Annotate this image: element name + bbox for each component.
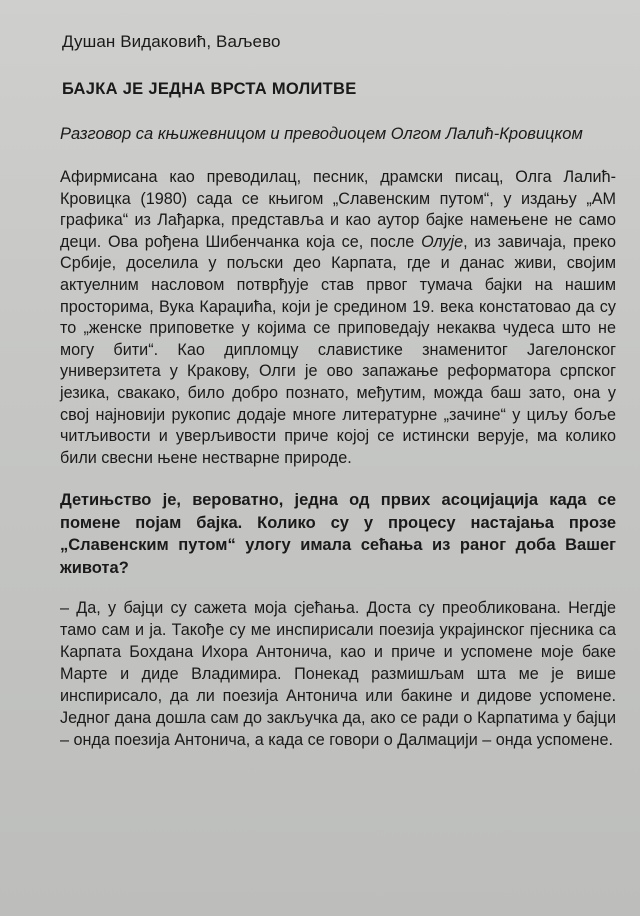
intro-paragraph xyxy=(60,167,616,469)
intro-italic-word: Олује xyxy=(421,232,464,251)
interview-answer: – Да, у бајци су сажета моја сјећања. Доста су преобликована. Негдје тамо сам и ја. Такође су ме инспирисали поезија украјинског пјесника са Карпата Бохдана Ихора Антонича, као и приче и успомене моје баке Марте и диде Владимира. Понекад размишљам шта ме је више инспирисало, да ли поезија Антонича или бакине и дидове успомене. Једног дана дошла сам до закључка да, ако се ради о Карпатима у бајци – онда поезија Антонича, а када се говори о Далмацији – онда успомене. xyxy=(60,599,616,750)
article-title: БАЈКА ЈЕ ЈЕДНА ВРСТА МОЛИТВЕ xyxy=(62,80,357,98)
intro-text-part1: Афирмисана као преводилац, песник, драмски писац, Олга Лалић-Кровицка (1980) сада се књигом „Славенским путом“, у издању „АМ графика“ из Лађарка, представља и као аутор бајке намењене не само деци. Ова рођена Шибенчанка која се, после xyxy=(60,168,616,251)
author-line: Душан Видаковић, Ваљево xyxy=(62,32,281,51)
intro-text-part2: , из завичаја, преко Србије, доселила у пољски део Карпата, где и данас живи, својим актуелним насловом потврђује став првог тумача бајки на нашим просторима, Вука Караџића, који је средином 19. века констатовао да су то „женске приповетке у којима се приповедају некаква чудеса што не могу бити“. Као дипломцу славистике знаменитог Јагелонског универзитета у Кракову, Олги је ово запажање реформатора српског језика, свакако, било добро познато, међутим, можда баш зато, она у свој најновији рукопис додаје многе литературне „зачине“ у циљу боље читљивости и уверљивости приче којој се истински верује, ма колико били свесни њене нестварне природе. xyxy=(60,232,617,467)
article-subtitle: Разговор са књижевницом и преводиоцем Олгом Лалић-Кровицком xyxy=(60,125,583,143)
interview-question: Детињство је, вероватно, једна од првих асоцијација када се помене појам бајка. Колико су у процесу настајања прозе „Славенским путом“ улогу имала сећања из раног доба Вашег живота? xyxy=(60,491,616,577)
